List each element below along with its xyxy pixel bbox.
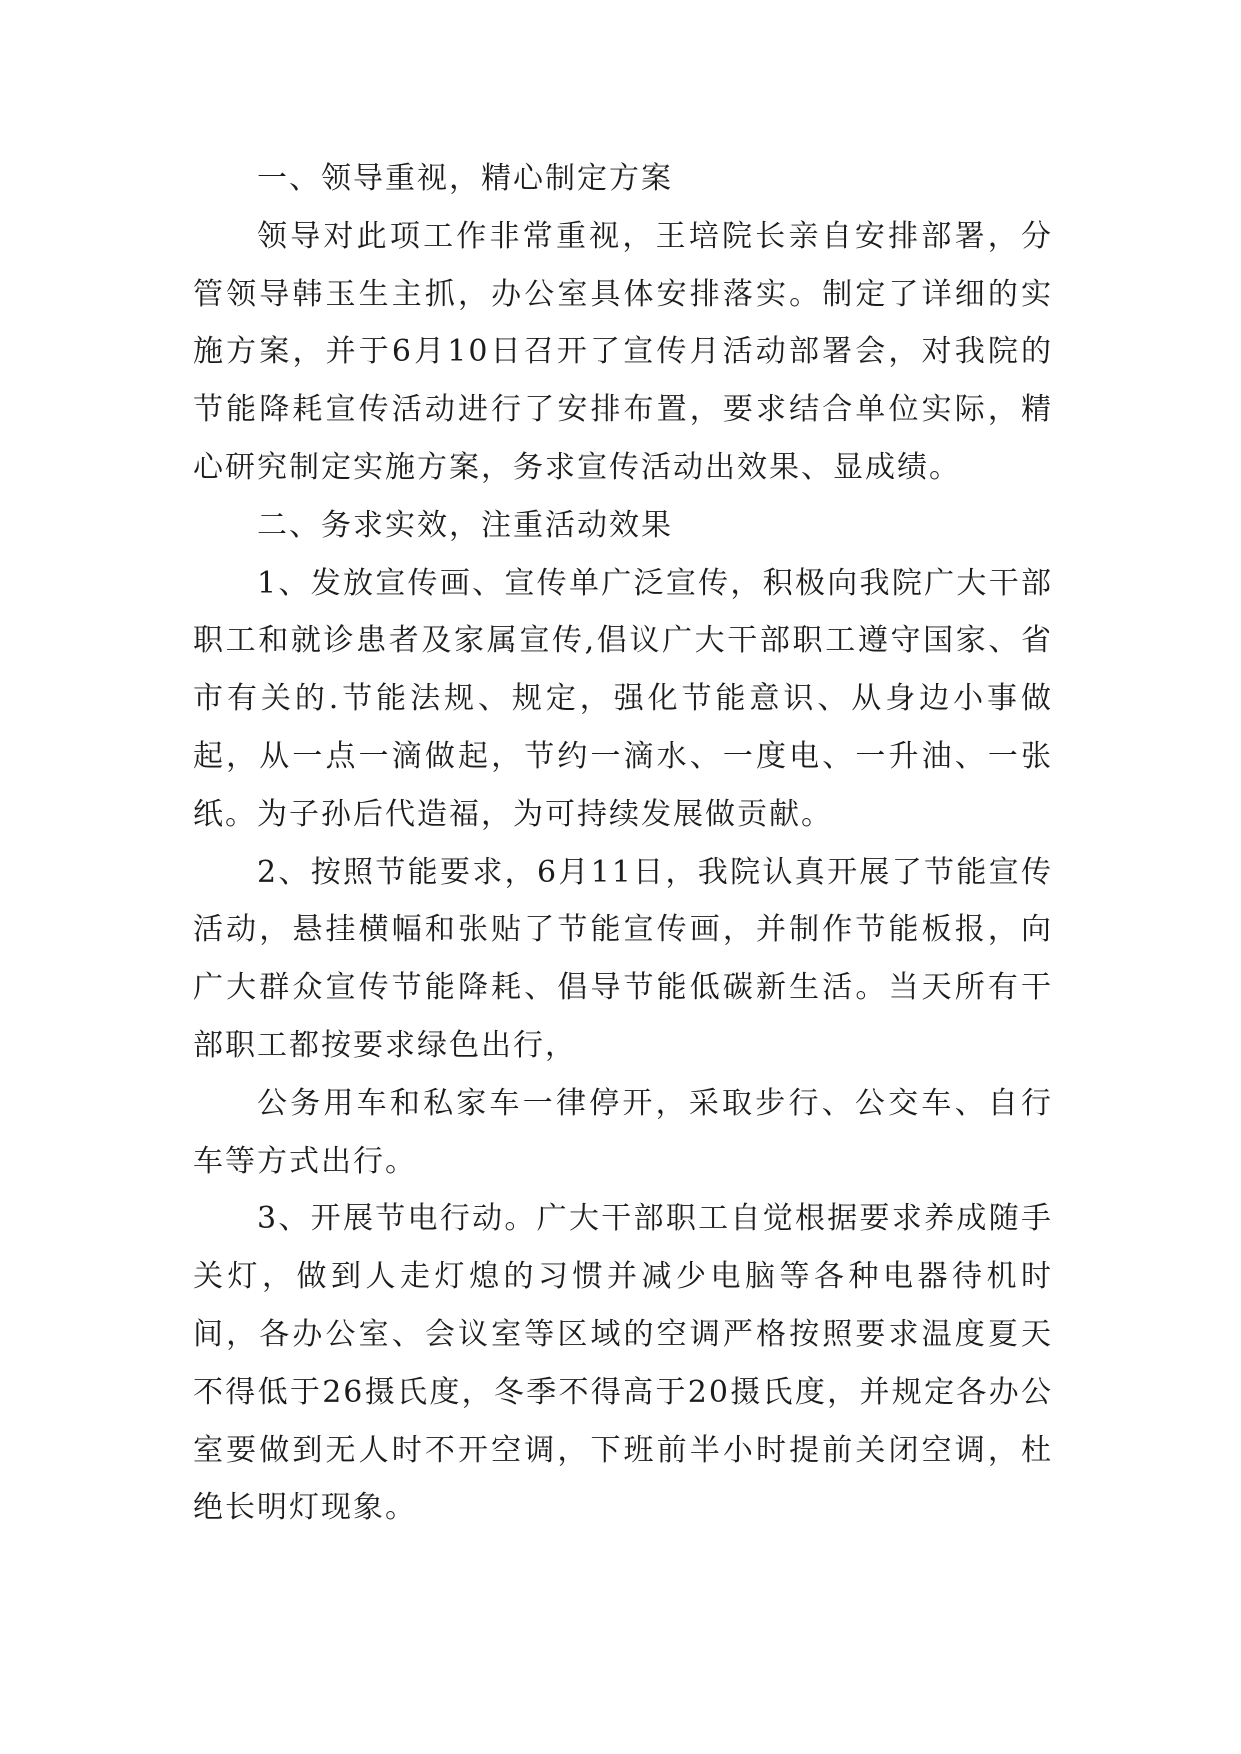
paragraph: 公务用车和私家车一律停开，采取步行、公交车、自行车等方式出行。 (193, 1085, 1053, 1179)
paragraph: 3、开展节电行动。广大干部职工自觉根据要求养成随手关灯，做到人走灯熄的习惯并减少电脑等各种电器待机时间，各办公室、会议室等区域的空调严格按照要求温度夏天不得低于26摄氏度，冬季不得高于20摄氏度，并规定各办公室要做到无人时不开空调，下班前半小时提前关闭空调，杜绝长明灯现象。 (193, 1201, 1053, 1526)
document-body (193, 150, 1053, 1537)
section-heading-2: 二、务求实效，注重活动效果 (257, 507, 673, 543)
paragraph: 1、发放宣传画、宣传单广泛宣传，积极向我院广大干部职工和就诊患者及家属宣传,倡议广大干部职工遵守国家、省市有关的.节能法规、规定，强化节能意识、从身边小事做起，从一点一滴做起，节约一滴水、一度电、一升油、一张纸。为子孙后代造福，为可持续发展做贡献。 (193, 565, 1053, 832)
section-heading-1: 一、领导重视，精心制定方案 (257, 161, 673, 196)
paragraph: 领导对此项工作非常重视，王培院长亲自安排部署，分管领导韩玉生主抓，办公室具体安排落实。制定了详细的实施方案，并于6月10日召开了宣传月活动部署会，对我院的节能降耗宣传活动进行了安排布置，要求结合单位实际，精心研究制定实施方案，务求宣传活动出效果、显成绩。 (193, 218, 1053, 485)
paragraph: 2、按照节能要求，6月11日，我院认真开展了节能宣传活动，悬挂横幅和张贴了节能宣传画，并制作节能板报，向广大群众宣传节能降耗、倡导节能低碳新生活。当天所有干部职工都按要求绿色出行， (193, 854, 1053, 1063)
